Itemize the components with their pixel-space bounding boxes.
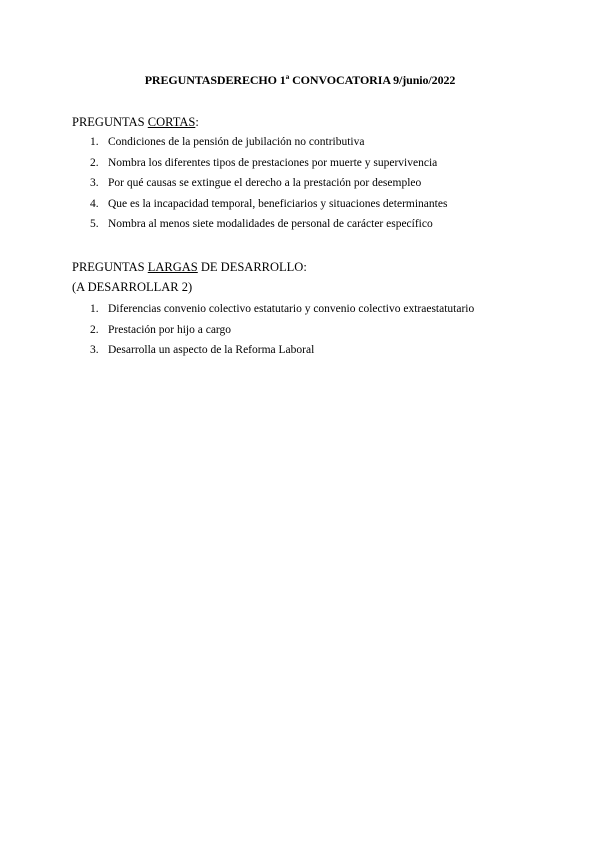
short-questions-heading — [72, 115, 199, 130]
short-question-item — [0, 135, 600, 156]
item-number: 5. — [90, 218, 99, 230]
short-question-item — [0, 176, 600, 197]
short-heading-underlined: CORTAS — [147, 115, 196, 129]
item-number: 3. — [90, 344, 99, 356]
short-questions-list — [0, 135, 600, 238]
item-text: Prestación por hijo a cargo — [108, 323, 232, 336]
long-question-item — [0, 323, 600, 344]
long-questions-list — [0, 302, 600, 364]
item-text: Desarrolla un aspecto de la Reforma Laboral — [108, 344, 315, 356]
short-heading-suffix: : — [195, 115, 199, 129]
item-number: 2. — [90, 323, 99, 336]
item-number: 2. — [90, 156, 99, 169]
document-title: PREGUNTASDERECHO 1ª CONVOCATORIA 9/junio/2022 — [144, 73, 456, 87]
long-question-item — [0, 343, 600, 364]
short-question-item — [0, 217, 600, 238]
long-heading-prefix: PREGUNTAS — [72, 260, 148, 274]
long-questions-note: (A DESARROLLAR 2) — [72, 280, 193, 294]
long-questions-heading — [72, 260, 307, 275]
long-heading-underlined: LARGAS — [147, 260, 198, 274]
short-question-item — [0, 197, 600, 218]
short-heading-prefix: PREGUNTAS — [72, 115, 148, 129]
item-text: Por qué causas se extingue el derecho a la prestación por desempleo — [108, 177, 422, 189]
long-heading-suffix: DE DESARROLLO: — [197, 260, 307, 274]
item-number: 4. — [90, 197, 99, 210]
item-number: 1. — [90, 136, 99, 148]
item-number: 3. — [90, 177, 99, 189]
item-text: Que es la incapacidad temporal, beneficiarios y situaciones determinantes — [108, 197, 448, 210]
short-question-item — [0, 156, 600, 177]
item-text: Condiciones de la pensión de jubilación no contributiva — [108, 136, 365, 148]
item-text: Diferencias convenio colectivo estatutario y convenio colectivo extraestatutario — [108, 303, 475, 315]
long-question-item — [0, 302, 600, 323]
item-text: Nombra los diferentes tipos de prestaciones por muerte y supervivencia — [108, 156, 438, 169]
item-number: 1. — [90, 303, 99, 315]
item-text: Nombra al menos siete modalidades de personal de carácter específico — [108, 218, 433, 230]
